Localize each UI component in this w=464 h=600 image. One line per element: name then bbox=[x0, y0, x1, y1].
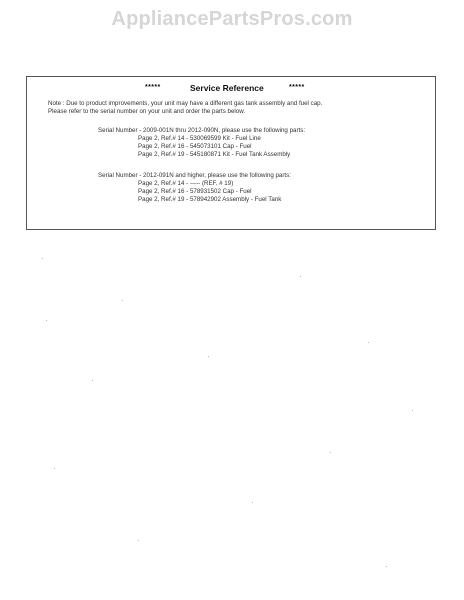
scan-speck bbox=[46, 320, 47, 321]
scan-speck bbox=[368, 342, 369, 343]
scan-speck bbox=[54, 468, 55, 469]
serial-range-1-part-ref19: Page 2, Ref.# 19 - 545180871 Kit - Fuel Tank Assembly bbox=[138, 151, 291, 158]
stars-right: ***** bbox=[289, 84, 305, 91]
scan-speck bbox=[122, 300, 123, 301]
service-reference-header bbox=[27, 83, 435, 95]
scan-speck bbox=[386, 566, 387, 567]
serial-range-2-part-ref19: Page 2, Ref.# 19 - 578942902 Assembly - Fuel Tank bbox=[138, 196, 282, 203]
serial-range-2-heading: Serial Number - 2012-091N and higher, please use the following parts: bbox=[98, 172, 291, 179]
serial-range-1-part-ref14: Page 2, Ref.# 14 - 530069599 Kit - Fuel Line bbox=[138, 135, 261, 142]
scan-speck bbox=[412, 410, 413, 411]
watermark-text: AppliancePartsPros.com bbox=[111, 8, 353, 30]
scan-speck bbox=[92, 380, 93, 381]
scan-speck bbox=[42, 258, 43, 259]
stars-left: ***** bbox=[145, 84, 161, 91]
serial-range-2-part-ref16: Page 2, Ref.# 16 - 578931502 Cap - Fuel bbox=[138, 188, 252, 195]
note-line-2: Please refer to the serial number on your unit and order the parts below. bbox=[48, 108, 246, 115]
note-line-1: Note : Due to product improvements, your unit may have a different gas tank assembly and fuel cap. bbox=[48, 100, 323, 107]
scan-speck bbox=[300, 276, 301, 277]
scan-speck bbox=[208, 356, 209, 357]
serial-range-1-part-ref16: Page 2, Ref.# 16 - 545073101 Cap - Fuel bbox=[138, 143, 252, 150]
serial-range-1-heading: Serial Number - 2009-001N thru 2012-090N, please use the following parts: bbox=[98, 127, 306, 134]
scan-speck bbox=[330, 452, 331, 453]
scan-speck bbox=[138, 540, 139, 541]
serial-range-2-part-ref14: Page 2, Ref.# 14 - ----- (REF. # 19) bbox=[138, 180, 234, 187]
service-reference-title: Service Reference bbox=[190, 83, 264, 93]
scan-speck bbox=[252, 502, 253, 503]
service-reference-box bbox=[26, 76, 436, 230]
